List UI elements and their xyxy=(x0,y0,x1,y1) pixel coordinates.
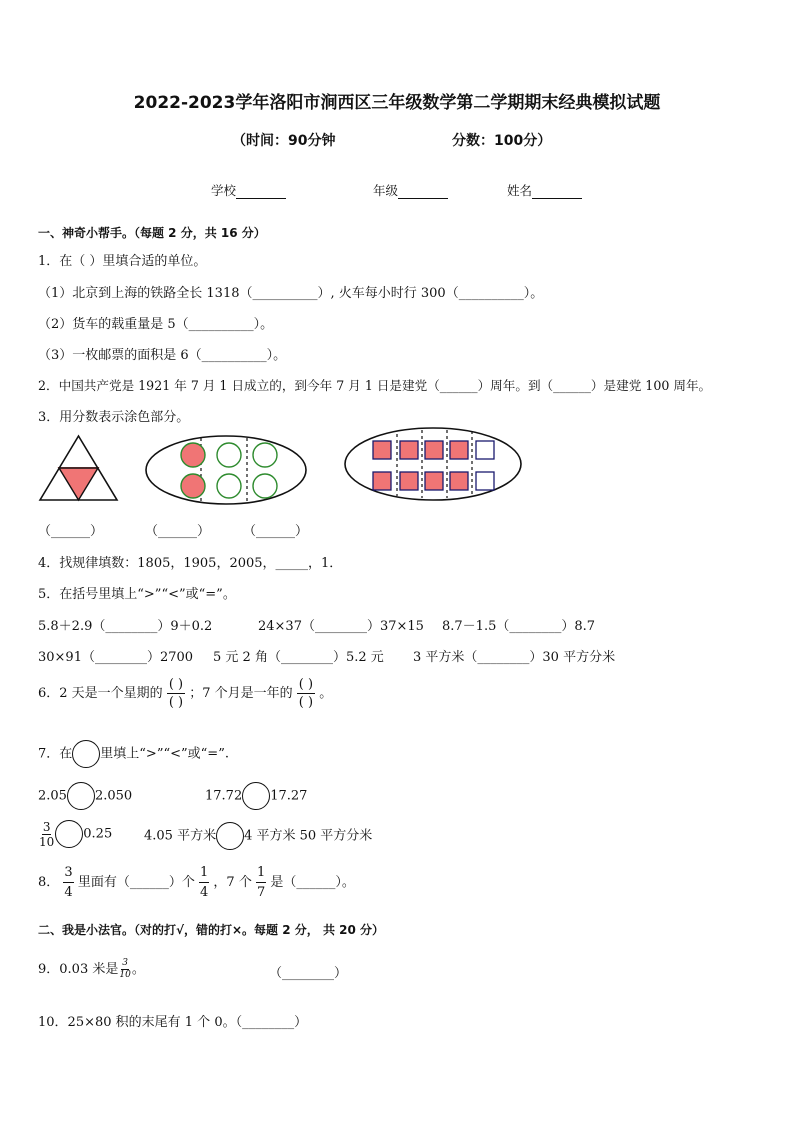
name-field xyxy=(507,181,582,199)
exam-score: 分数：100分） xyxy=(452,133,552,149)
section-1-heading: 一、神奇小帮手。（每题 2 分，共 16 分） xyxy=(38,226,266,240)
school-blank[interactable] xyxy=(236,184,286,199)
q6-fraction-blank-1[interactable]: $\frac{( )}{( )}$ xyxy=(168,677,184,710)
shaded-square xyxy=(450,441,468,459)
q8-fraction-3: $\frac{1}{7}$ xyxy=(256,865,266,900)
grade-blank[interactable] xyxy=(398,184,448,199)
empty-circle xyxy=(217,443,241,467)
name-blank[interactable] xyxy=(532,184,582,199)
q10-text: 10．25×80 积的末尾有 1 个 0。（________） xyxy=(38,1015,308,1030)
name-label: 姓名 xyxy=(507,183,533,198)
q9-answer-blank[interactable]: （________） xyxy=(269,966,348,981)
q7-item-b: 17.72 17.27 xyxy=(205,782,307,810)
grade-field xyxy=(373,181,448,199)
page-title: 2022-2023学年洛阳市涧西区三年级数学第二学期期末经典模拟试题 xyxy=(133,93,661,113)
q8-fraction-2: $\frac{1}{4}$ xyxy=(200,865,209,900)
q3-squares-ellipse-figure xyxy=(343,426,525,502)
q3-circles-ellipse-figure xyxy=(144,434,308,506)
q2-text: 2．中国共产党是 1921 年 7 月 1 日成立的，到今年 7 月 1 日是建党（______）周年。到（______）是建党 100 周年。 xyxy=(38,378,712,393)
compare-circle[interactable] xyxy=(55,820,83,848)
shaded-square xyxy=(400,472,418,490)
shaded-square xyxy=(373,441,391,459)
q5-item: 5.8＋2.9（________）9＋0.2 xyxy=(38,619,213,634)
q7-stem: 7．在 里填上“>”“<”或“=”. xyxy=(38,740,229,768)
shaded-circle xyxy=(181,443,205,467)
compare-circle-icon xyxy=(72,740,100,768)
q6-line xyxy=(38,678,332,709)
q3-triangle-figure xyxy=(38,434,120,502)
q9-fraction: $\frac{3}{10}$ xyxy=(119,958,131,980)
empty-circle xyxy=(253,474,277,498)
shaded-circle xyxy=(181,474,205,498)
q5-text: 5．在括号里填上“>”“<”或“=”。 xyxy=(38,587,236,602)
q3-blank-3[interactable]: （______） xyxy=(243,524,309,539)
compare-circle[interactable] xyxy=(67,782,95,810)
shaded-triangle xyxy=(58,467,100,500)
q7-item-d: 4.05 平方米 4 平方米 50 平方分米 xyxy=(144,822,372,850)
q1-part1: （1）北京到上海的铁路全长 1318（__________）, 火车每小时行 300（__________）。 xyxy=(38,286,544,301)
q7-item-c: $\frac{3}{10}$ 0.25 xyxy=(39,819,113,849)
q6-pre: 6．2 天是一个星期的 xyxy=(38,686,163,701)
q5-item: 24×37（________）37×15 xyxy=(258,619,424,634)
q4-text: 4．找规律填数：1805，1905，2005，_____，1． xyxy=(38,556,343,571)
shaded-square xyxy=(450,472,468,490)
exam-time: （时间：90分钟 xyxy=(232,133,336,149)
school-label: 学校 xyxy=(211,183,237,198)
q9-line: 9．0.03 米是 $\frac{3}{10}$ 。 xyxy=(38,958,145,980)
q1-stem: 1．在（ ）里填合适的单位。 xyxy=(38,254,207,269)
q3-blank-1[interactable]: （______） xyxy=(38,524,104,539)
q1-part3: （3）一枚邮票的面积是 6（__________）。 xyxy=(38,348,287,363)
q3-text: 3．用分数表示涂色部分。 xyxy=(38,410,190,425)
q3-blank-2[interactable]: （______） xyxy=(145,524,211,539)
q5-item: 5 元 2 角（________）5.2 元 xyxy=(213,650,384,665)
school-field xyxy=(211,181,286,199)
empty-circle xyxy=(253,443,277,467)
q6-fraction-blank-2[interactable]: $\frac{( )}{( )}$ xyxy=(298,677,314,710)
q6-mid: ；7 个月是一年的 xyxy=(189,686,293,701)
q7-fraction: $\frac{3}{10}$ xyxy=(39,819,55,849)
section-2-heading: 二、我是小法官。（对的打√，错的打×。每题 2 分， 共 20 分） xyxy=(38,923,384,937)
q5-item: 8.7－1.5（________）8.7 xyxy=(442,619,596,634)
shaded-square xyxy=(373,472,391,490)
empty-square xyxy=(476,441,494,459)
outer-ellipse xyxy=(146,436,306,504)
shaded-square xyxy=(400,441,418,459)
q6-post: 。 xyxy=(319,686,333,701)
q7-item-a: 2.05 2.050 xyxy=(38,782,132,810)
compare-circle[interactable] xyxy=(242,782,270,810)
grade-label: 年级 xyxy=(373,183,399,198)
empty-square xyxy=(476,472,494,490)
shaded-square xyxy=(425,441,443,459)
q1-part2: （2）货车的载重量是 5（__________）。 xyxy=(38,317,274,332)
compare-circle[interactable] xyxy=(216,822,244,850)
empty-circle xyxy=(217,474,241,498)
q5-item: 3 平方米（________）30 平方分米 xyxy=(413,650,616,665)
q8-line: 8． $\frac{3}{4}$ 里面有（______）个 $\frac{1}{4}$ ，7 个 $\frac{1}{7}$ 是（______）。 xyxy=(38,865,355,900)
shaded-square xyxy=(425,472,443,490)
q5-item: 30×91（________）2700 xyxy=(38,650,194,665)
q8-fraction-1: $\frac{3}{4}$ xyxy=(64,865,73,900)
